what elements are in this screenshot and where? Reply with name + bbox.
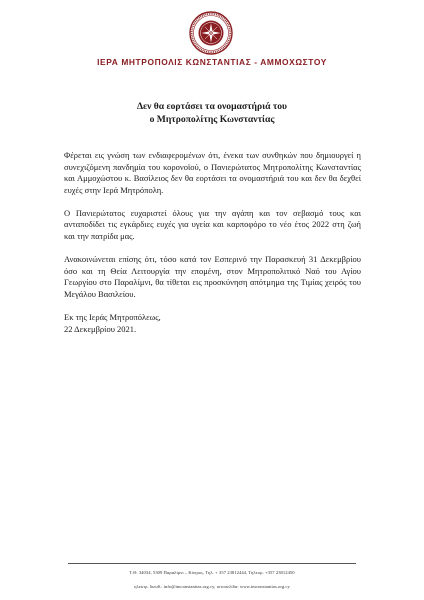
letterhead-title: ΙΕΡΑ ΜΗΤΡΟΠΟΛΙΣ ΚΩΝΣΤΑΝΤΙΑΣ - ΑΜΜΟΧΩΣΤΟΥ [97,57,327,67]
footer-address: Τ.Θ. 34034, 5309 Παραλίμνι – Κύπρος, Τηλ. + 357 23812444, Τηλεομ. +357 23812450 [129,570,295,575]
signature-date: 22 Δεκεμβρίου 2021. [64,323,137,334]
title-line-1: Δεν θα εορτάσει τα ονομαστήριά του [136,101,288,112]
footer-divider [68,563,356,564]
title-line-2: ο Μητροπολίτης Κωνσταντίας [149,113,275,125]
document-title [0,101,424,126]
paragraph: Φέρεται εις γνώση των ενδιαφερομένων ότι, ένεκα των συνθηκών που δημιουργεί η συνεχιζόμενη πανδημία του κορονοϊού, ο Πανιερώτατος Μητροπολίτης Κωνσταντίας και Αμμοχώστου κ. Βασίλειος δεν θα εορτάσει τα ονομαστήριά του και δεν θα δεχθεί ευχές στην Ιερά Μητρόπολη. [64,150,361,195]
metropolis-seal-icon [189,11,233,55]
document-body [64,150,361,335]
signature-line-1: Εκ της Ιεράς Μητροπόλεως, [64,312,161,323]
paragraph: Ο Πανιερώτατος ευχαριστεί όλους για την αγάπη και τον σεβασμό τους και ανταποδίδει τις εγκάρδιες ευχές για υγεία και καρποφόρο το νέο έτος 2022 στη ζωή και την πατρίδα μας. [64,207,361,242]
paragraph: Ανακοινώνεται επίσης ότι, τόσο κατά τον Εσπερινό την Παρασκευή 31 Δεκεμβρίου όσο και τη Θεία Λειτουργία την επομένη, στον Μητροπολιτικό Ναό του Αγίου Γεωργίου στο Παραλίμνι, θα τίθεται εις προσκύνηση απότμημα της Τιμίας χειρός του Μεγάλου Βασιλείου. [64,254,361,299]
footer-contact: ηλεκτρ. διευθ.: info@imconstantias.org.cy, ιστοσελίδα: www.imconstantias.org.cy [134,584,290,589]
